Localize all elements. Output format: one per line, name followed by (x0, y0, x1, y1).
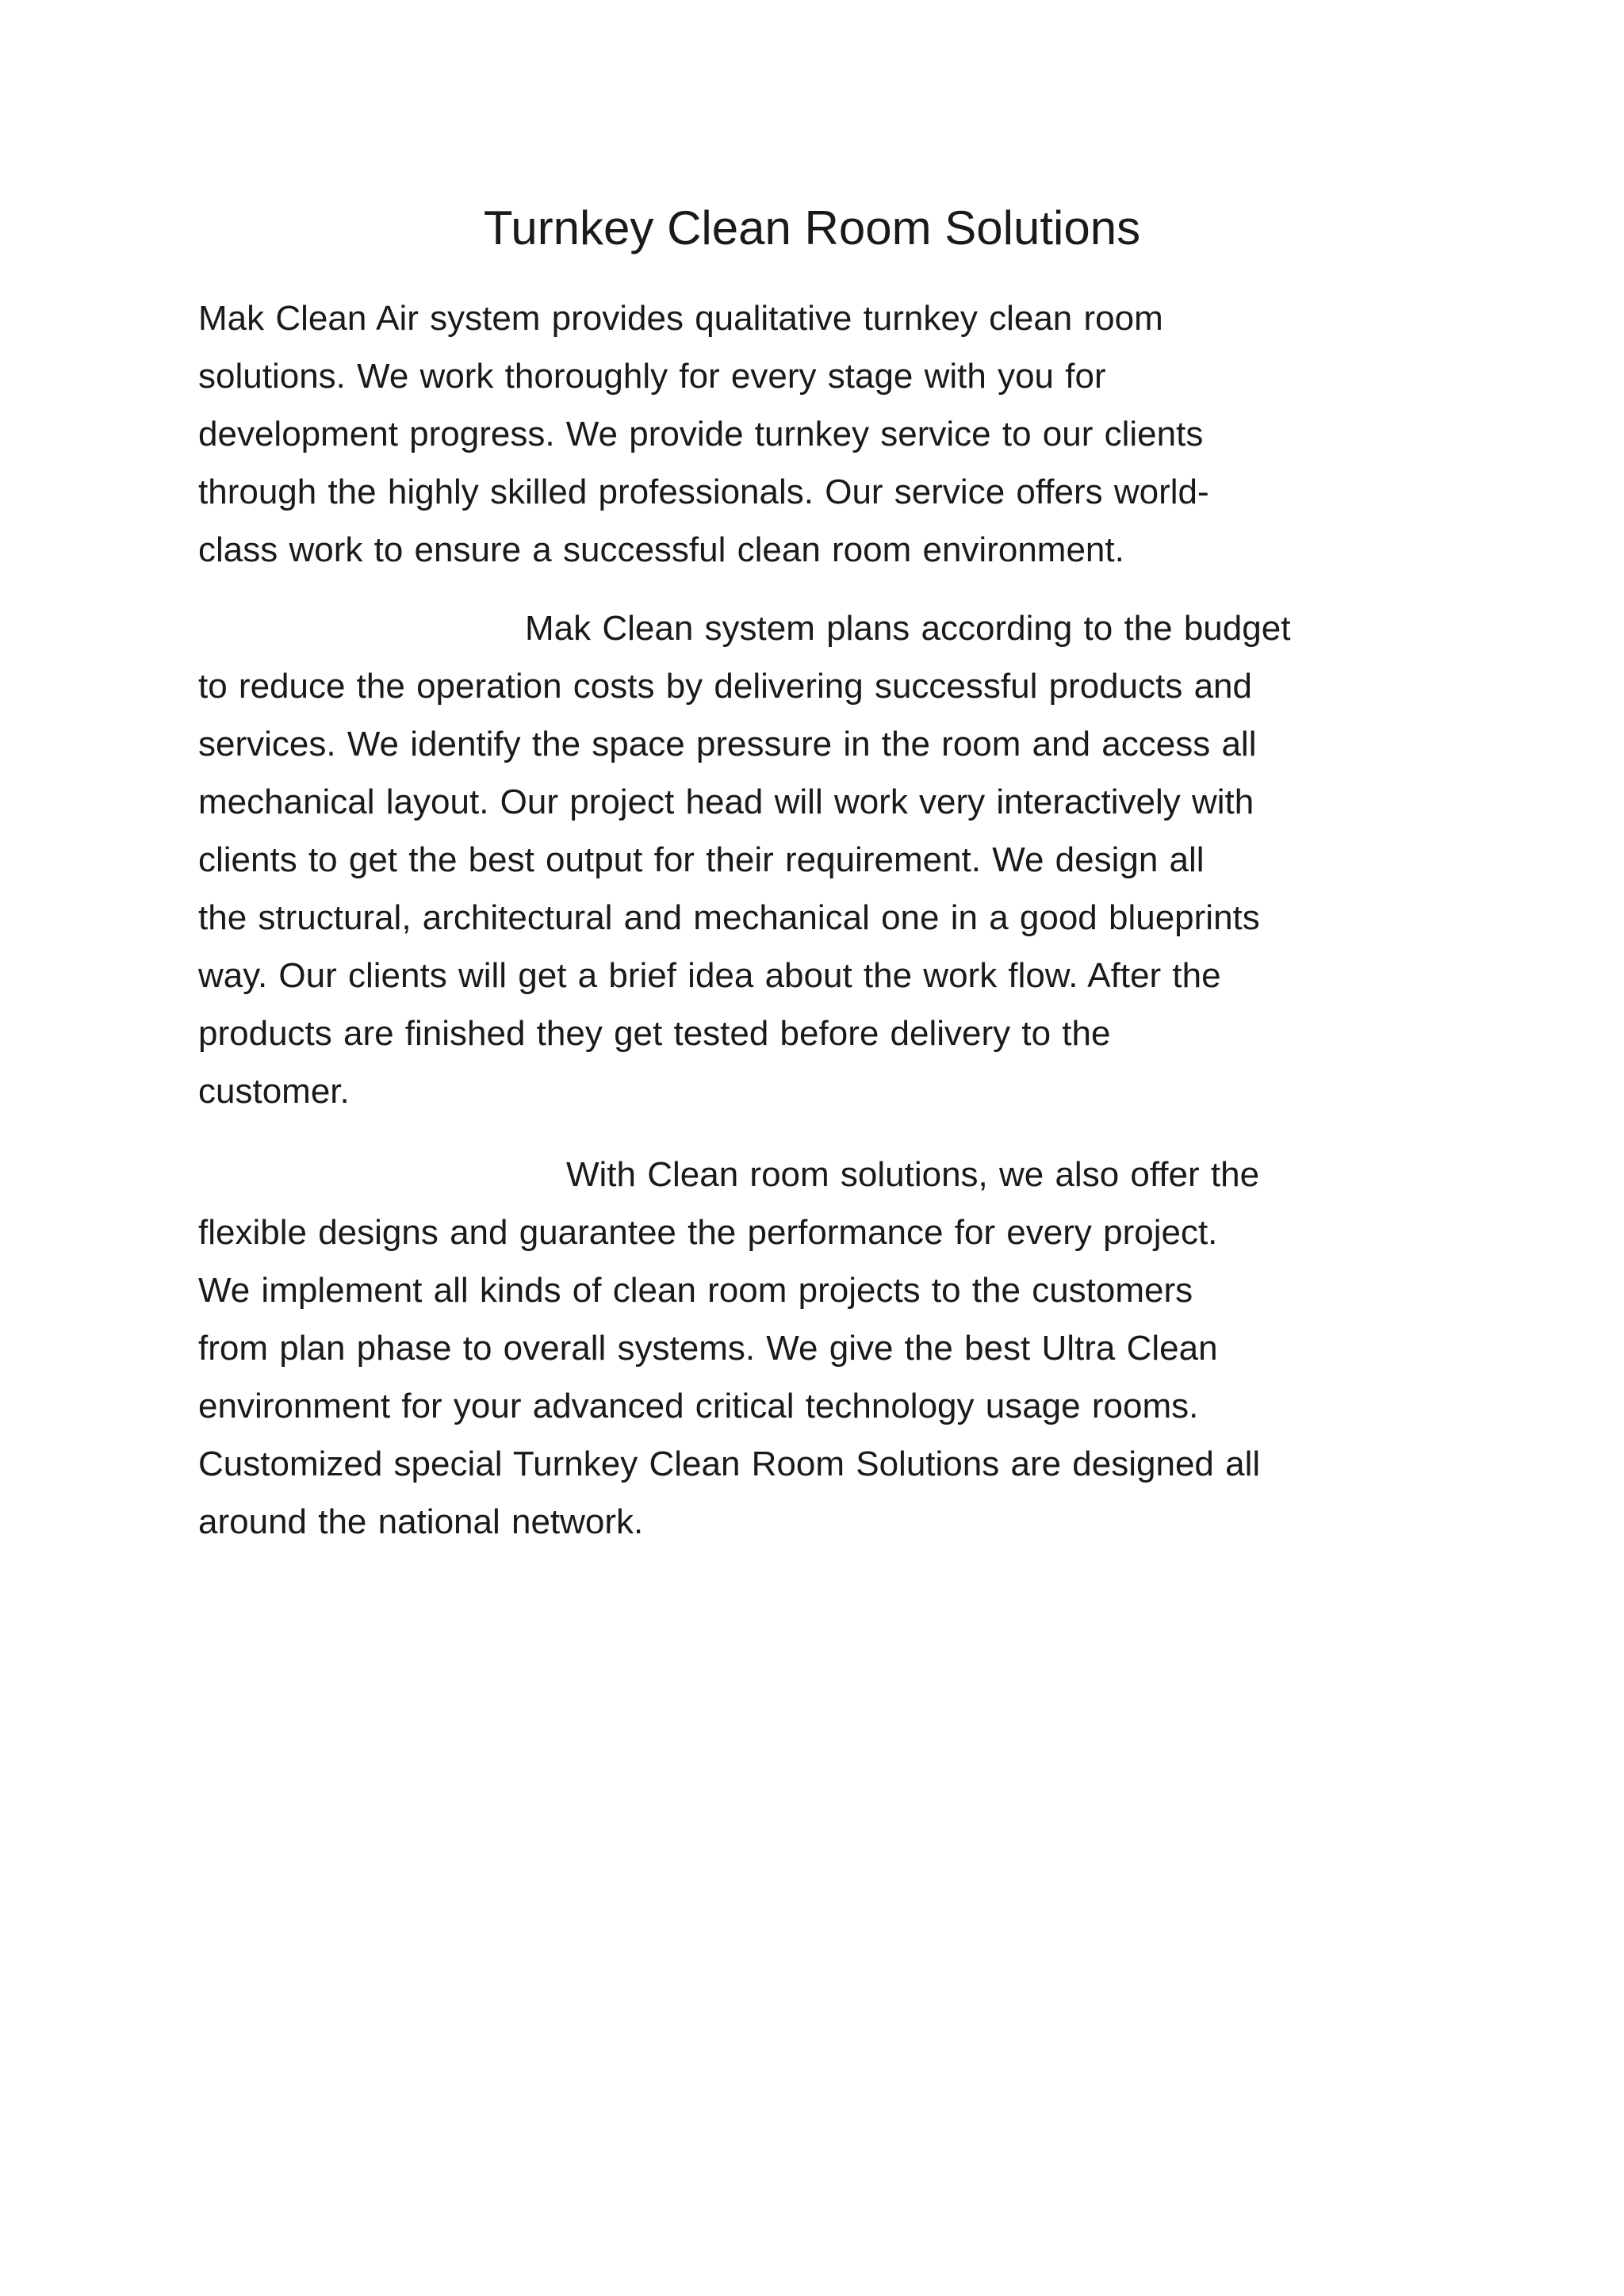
paragraph-line: services. We identify the space pressure in the room and access all (198, 725, 1257, 763)
paragraph-3 (198, 1146, 1435, 1551)
paragraph-2 (198, 599, 1435, 1120)
paragraph-line: way. Our clients will get a brief idea about the work flow. After the (198, 956, 1221, 995)
paragraph-line: mechanical layout. Our project head will work very interactively with (198, 783, 1254, 821)
paragraph-1 (198, 289, 1435, 579)
paragraph-line: solutions. We work thoroughly for every stage with you for (198, 357, 1106, 396)
document-title: Turnkey Clean Room Solutions (483, 201, 1141, 254)
paragraph-line: environment for your advanced critical technology usage rooms. (198, 1387, 1199, 1425)
paragraph-line: to reduce the operation costs by delivering successful products and (198, 667, 1252, 706)
paragraph-line: around the national network. (198, 1502, 644, 1541)
paragraph-line: class work to ensure a successful clean room environment. (198, 530, 1124, 569)
paragraph-line: the structural, architectural and mechanical one in a good blueprints (198, 898, 1260, 937)
paragraph-line: We implement all kinds of clean room projects to the customers (198, 1271, 1193, 1310)
paragraph-line: development progress. We provide turnkey service to our clients (198, 415, 1204, 453)
paragraph-line: Mak Clean Air system provides qualitative turnkey clean room (198, 299, 1163, 338)
paragraph-line: Mak Clean system plans according to the budget (525, 609, 1291, 648)
paragraph-line: products are finished they get tested before delivery to the (198, 1014, 1111, 1053)
paragraph-line: through the highly skilled professionals. Our service offers world- (198, 473, 1209, 511)
paragraph-line: customer. (198, 1072, 350, 1111)
paragraph-line: With Clean room solutions, we also offer the (566, 1155, 1260, 1194)
paragraph-line: Customized special Turnkey Clean Room Solutions are designed all (198, 1445, 1261, 1483)
paragraph-line: clients to get the best output for their requirement. We design all (198, 840, 1205, 879)
paragraph-line: from plan phase to overall systems. We give the best Ultra Clean (198, 1329, 1218, 1368)
paragraph-line: flexible designs and guarantee the performance for every project. (198, 1213, 1218, 1252)
